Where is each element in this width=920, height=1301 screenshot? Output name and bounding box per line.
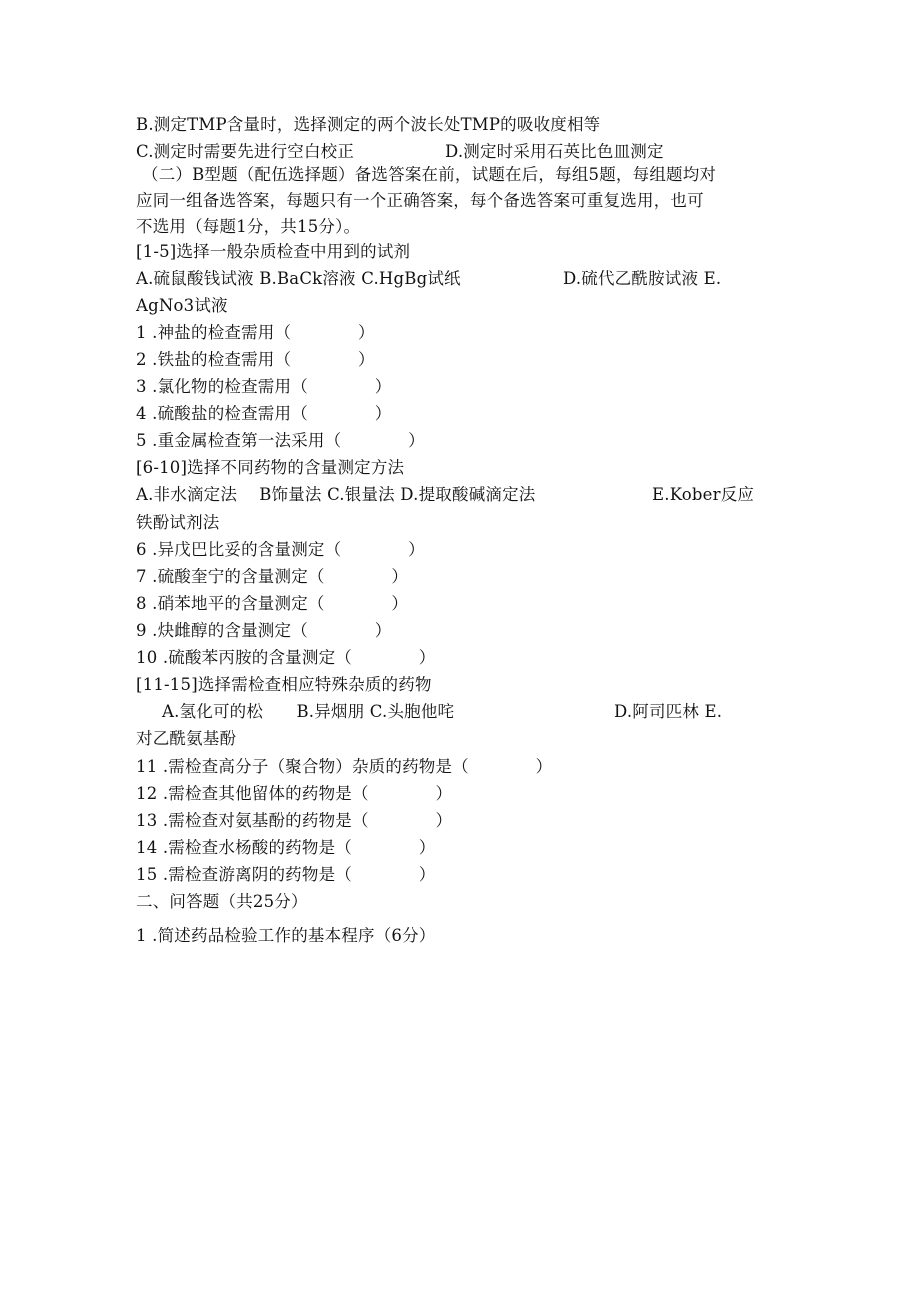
question-14: 14 .需检查水杨酸的药物是（ ） <box>136 838 436 857</box>
group-6-10-option-e-cont: 铁酚试剂法 <box>136 513 220 532</box>
section-b-type-instructions-2: 应同一组备选答案，每题只有一个正确答案，每个备选答案可重复选用，也可 <box>136 191 704 210</box>
option-b-tmp: B.测定TMP含量时，选择测定的两个波长处TMP的吸收度相等 <box>136 115 601 134</box>
question-10: 10 .硫酸苯丙胺的含量测定（ ） <box>136 648 436 667</box>
group-11-15-option-e-cont: 对乙酰氨基酚 <box>136 729 237 748</box>
question-8: 8 .硝苯地平的含量测定（ ） <box>136 594 409 613</box>
group-6-10-heading: [6-10]选择不同药物的含量测定方法 <box>136 458 405 477</box>
section-2-heading: 二、问答题（共25分） <box>136 892 308 911</box>
question-9: 9 .炔雌醇的含量测定（ ） <box>136 621 392 640</box>
group-1-5-options: A.硫鼠酸钱试液 B.BaCk溶液 C.HgBg试纸 <box>136 269 461 288</box>
essay-question-1: 1 .简述药品检验工作的基本程序（6分） <box>136 926 436 945</box>
option-d-quartz-cuvette: D.测定时采用石英比色皿测定 <box>445 142 664 161</box>
question-6: 6 .异戊巴比妥的含量测定（ ） <box>136 540 425 559</box>
question-7: 7 .硫酸奎宁的含量测定（ ） <box>136 567 409 586</box>
section-b-type-instructions: （二）B型题（配伍选择题）备选答案在前，试题在后，每组5题，每组题均对 <box>142 165 717 184</box>
question-1: 1 .神盐的检查需用（ ） <box>136 323 375 342</box>
group-6-10-option-e: E.Kober反应 <box>652 485 755 504</box>
group-1-5-options-d-e: D.硫代乙酰胺试液 E. <box>563 269 722 288</box>
group-1-5-options-e-cont: AgNo3试液 <box>136 296 228 315</box>
group-11-15-options-d-e: D.阿司匹林 E. <box>614 702 723 721</box>
question-2: 2 .铁盐的检查需用（ ） <box>136 350 375 369</box>
question-3: 3 .氯化物的检查需用（ ） <box>136 377 392 396</box>
question-15: 15 .需检查游离阴的药物是（ ） <box>136 865 436 884</box>
group-11-15-heading: [11-15]选择需检查相应特殊杂质的药物 <box>136 675 432 694</box>
question-5: 5 .重金属检查第一法采用（ ） <box>136 431 425 450</box>
group-11-15-options: A.氢化可的松 B.异烟朋 C.头胞他咤 <box>162 702 455 721</box>
group-6-10-options: A.非水滴定法 B饰量法 C.银量法 D.提取酸碱滴定法 <box>136 485 536 504</box>
option-c-blank-correction: C.测定时需要先进行空白校正 <box>136 142 355 161</box>
question-11: 11 .需检查高分子（聚合物）杂质的药物是（ ） <box>136 757 553 776</box>
question-13: 13 .需检查对氨基酚的药物是（ ） <box>136 811 453 830</box>
section-b-type-instructions-3: 不选用（每题1分，共15分）。 <box>136 217 361 236</box>
question-4: 4 .硫酸盐的检查需用（ ） <box>136 404 392 423</box>
group-1-5-heading: [1-5]选择一般杂质检查中用到的试剂 <box>136 242 411 261</box>
question-12: 12 .需检查其他留体的药物是（ ） <box>136 784 453 803</box>
